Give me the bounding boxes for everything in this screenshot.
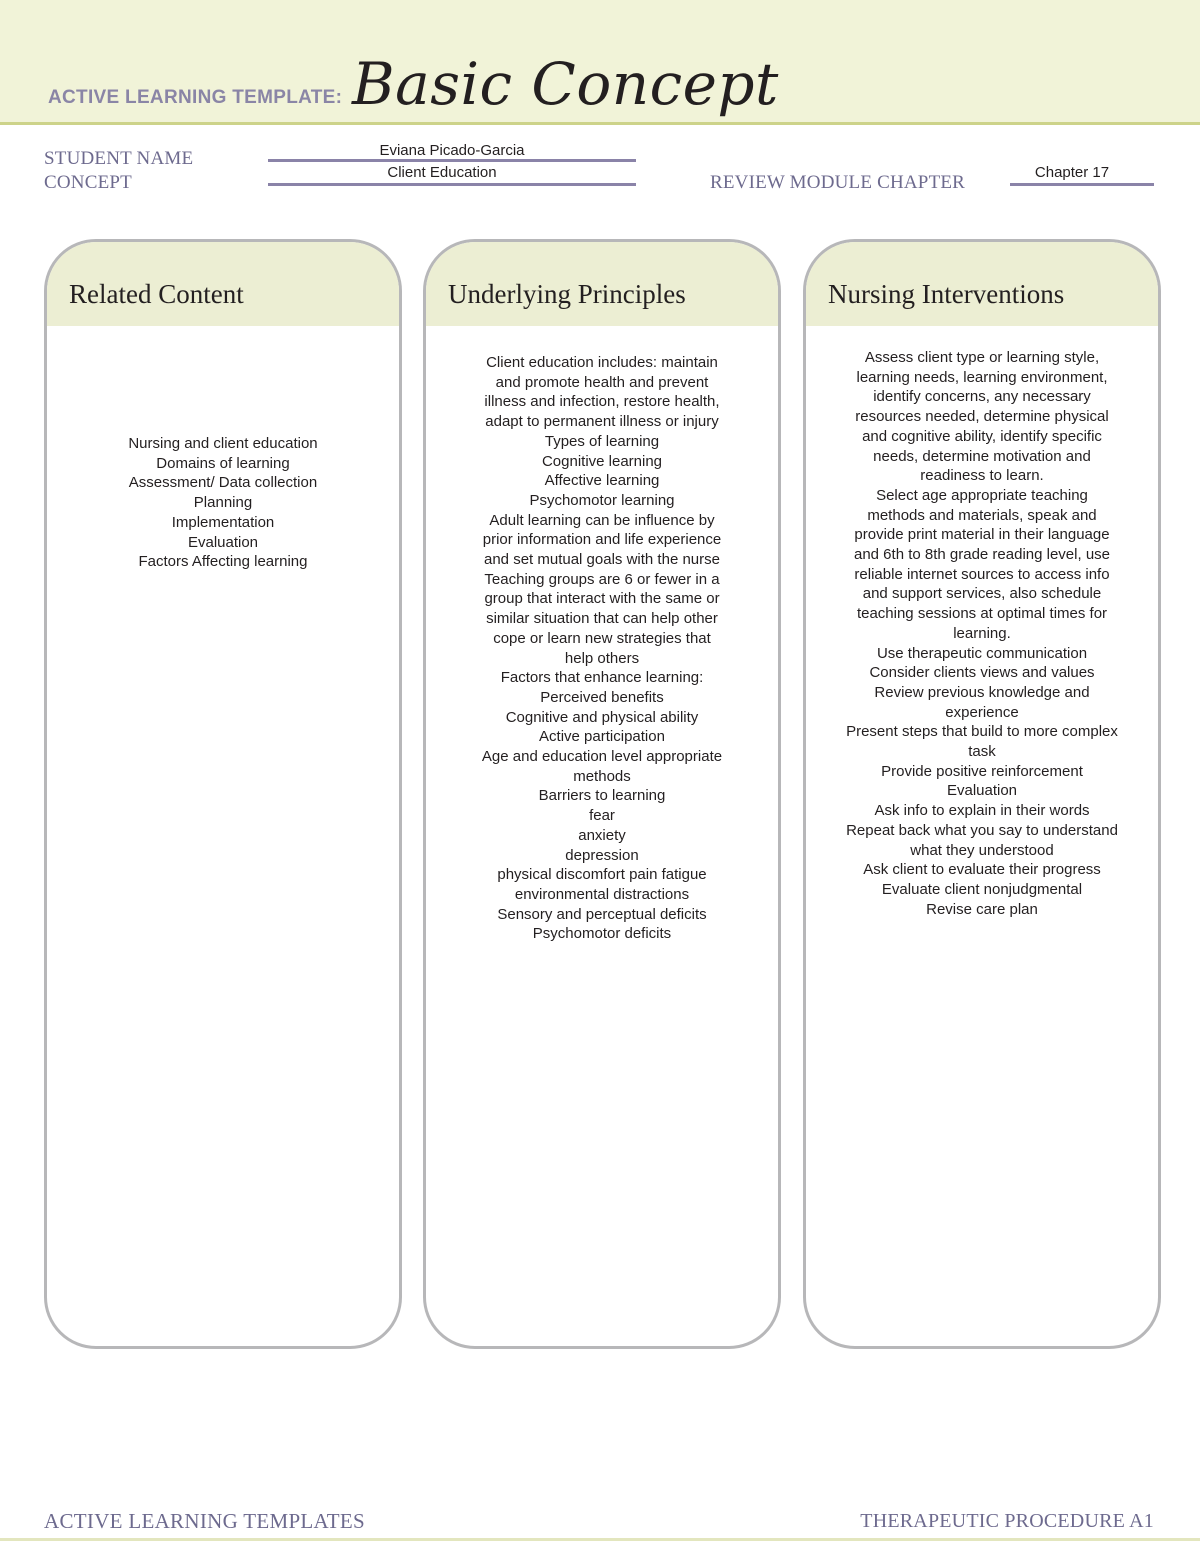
panel-line: Age and education level appropriate [481,748,723,766]
template-label: ACTIVE LEARNING TEMPLATE: [48,87,343,108]
template-title: Basic Concept [352,50,779,118]
panel-line: what they understood [910,841,1054,859]
panel-line: Repeat back what you say to understand [846,821,1118,839]
panel-line: identify concerns, any necessary [873,388,1091,406]
panel-line: and cognitive ability, identify specific [862,427,1102,445]
panel-line: teaching sessions at optimal times for [856,605,1108,623]
panel-line: Evaluation [187,533,259,551]
panel-line: reliable internet sources to access info [854,565,1110,583]
review-module-value[interactable]: Chapter 17 [1034,164,1110,181]
concept-value[interactable]: Client Education [387,164,497,181]
panel-line: learning needs, learning environment, [856,368,1108,386]
panel-line: Factors Affecting learning [138,553,308,571]
panel-line: group that interact with the same or [484,590,720,608]
panel-line: Consider clients views and values [869,664,1095,682]
panel-line: provide print material in their language [854,526,1110,544]
panel-line: Types of learning [544,432,660,450]
panel-line: Select age appropriate teaching [876,486,1088,504]
panel-line: Cognitive learning [541,452,663,470]
panel-line: and promote health and prevent [495,373,709,391]
panel-line: Perceived benefits [540,688,664,706]
panel-line: Nursing and client education [128,435,318,452]
panel-line: depression [565,846,639,864]
panel-line: Review previous knowledge and [874,683,1090,701]
concept-label: CONCEPT [44,172,132,193]
panel-line: adapt to permanent illness or injury [485,413,719,431]
review-module-line [1010,183,1154,186]
panel-line: environmental distractions [514,885,690,903]
panel-line: Planning [193,494,253,512]
panel-line: and 6th to 8th grade reading level, use [853,546,1111,564]
panel-line: needs, determine motivation and [873,447,1091,465]
panel-line: Active participation [539,728,665,746]
panel-line: physical discomfort pain fatigue [497,866,707,884]
panel-line: learning. [953,624,1011,642]
review-module-label: REVIEW MODULE CHAPTER [710,172,966,193]
panel-line: Ask client to evaluate their progress [863,861,1101,879]
panel-nursing-interventions [803,239,1161,1349]
panel-line: Psychomotor learning [529,491,675,509]
panel-line: Evaluate client nonjudgmental [881,880,1083,898]
panel-line: Cognitive and physical ability [505,708,699,726]
panel-line: Ask info to explain in their words [874,802,1090,820]
panel-line: experience [945,703,1019,721]
panel-line: resources needed, determine physical [855,408,1109,426]
concept-line [268,183,636,186]
panel-line: and set mutual goals with the nurse [484,551,720,569]
panel-line: Barriers to learning [538,787,666,805]
panel-line: methods and materials, speak and [867,506,1097,524]
panel-line: and support services, also schedule [862,585,1102,603]
panel-body[interactable] [47,326,399,572]
panel-line: Use therapeutic communication [876,644,1088,662]
student-name-label: STUDENT NAME [44,148,194,169]
panel-line: fear [589,807,615,825]
panel-line: Assess client type or learning style, [864,349,1100,366]
panel-line: Adult learning can be influence by [489,511,715,529]
panel-line: readiness to learn. [920,467,1044,485]
student-name-value[interactable]: Eviana Picado-Garcia [379,142,525,159]
panel-line: Implementation [171,513,275,531]
footer-left: ACTIVE LEARNING TEMPLATES [44,1509,365,1533]
panel-line: Assessment/ Data collection [128,474,318,492]
panel-line: similar situation that can help other [486,610,718,628]
panel-line: Provide positive reinforcement [881,762,1083,780]
panel-title: Nursing Interventions [806,242,1158,326]
panel-line: methods [573,767,631,785]
panel-line: Evaluation [946,782,1018,800]
panel-underlying-principles [423,239,781,1349]
panel-line: prior information and life experience [482,531,722,549]
panel-line: illness and infection, restore health, [484,393,720,411]
panel-line: Revise care plan [926,900,1038,918]
student-name-line [268,159,636,162]
panel-line: Affective learning [544,472,660,490]
panel-title: Underlying Principles [426,242,778,326]
footer-right: THERAPEUTIC PROCEDURE A1 [860,1510,1154,1532]
panel-line: Psychomotor deficits [532,925,672,943]
panel-line: task [968,743,996,761]
panel-line: Domains of learning [156,454,290,472]
panel-body[interactable] [806,326,1158,919]
panel-line: anxiety [578,826,626,844]
panel-line: Sensory and perceptual deficits [497,905,707,923]
panel-line: Client education includes: maintain [486,354,718,371]
panel-line: Teaching groups are 6 or fewer in a [484,570,720,588]
panel-line: help others [564,649,640,667]
panel-line: Present steps that build to more complex [846,723,1118,741]
panel-body[interactable] [426,326,778,944]
panel-line: cope or learn new strategies that [493,629,711,647]
panel-title: Related Content [47,242,399,326]
footer-rule [0,1538,1200,1541]
panel-line: Factors that enhance learning: [500,669,704,687]
panel-related-content [44,239,402,1349]
